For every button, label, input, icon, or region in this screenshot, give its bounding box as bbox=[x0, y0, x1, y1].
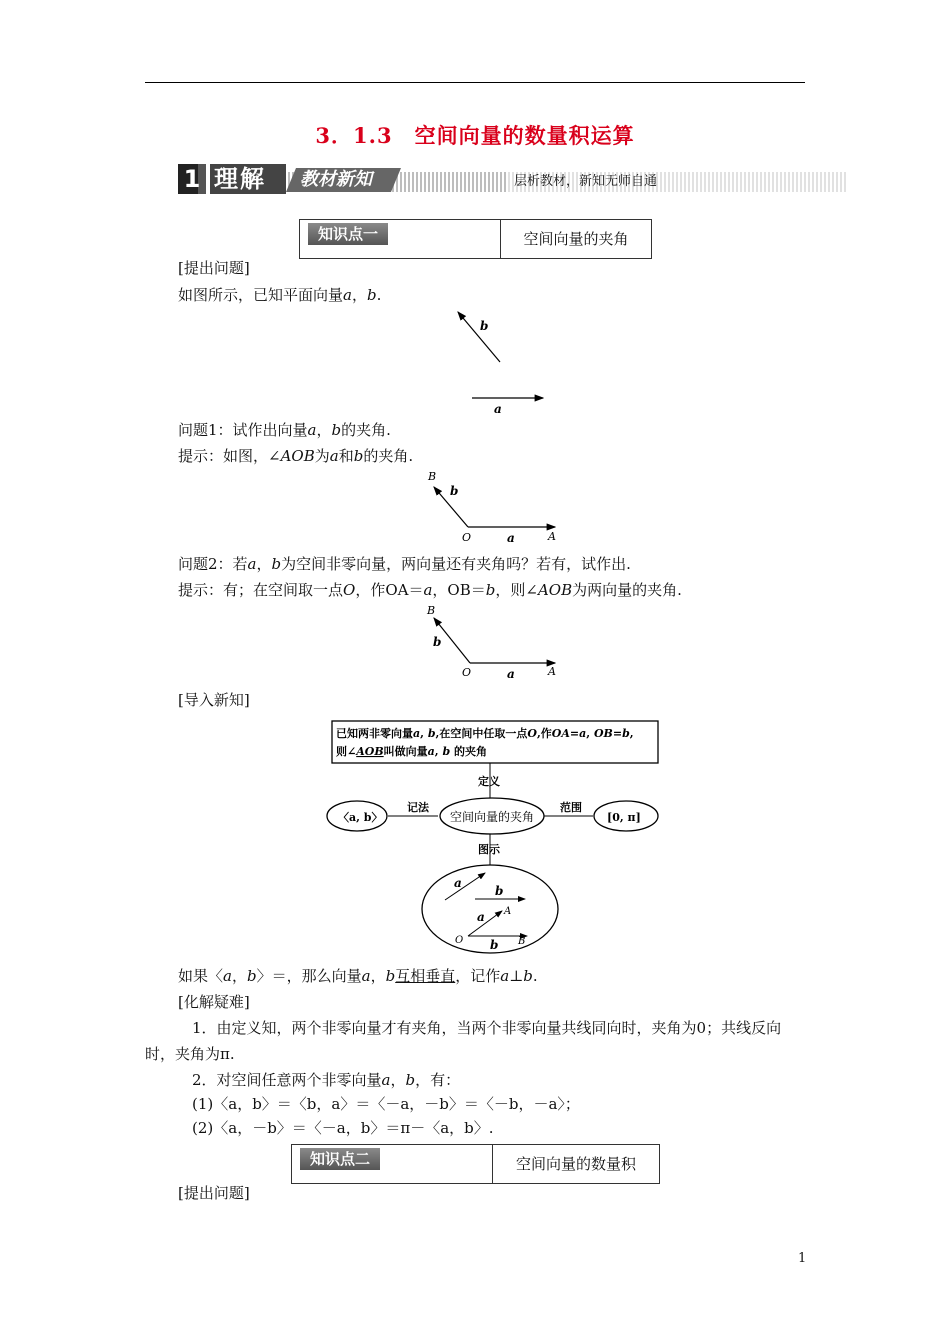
note-2: 2．对空间任意两个非零向量a，b，有： bbox=[192, 1071, 461, 1089]
question-2: 问题2：若a，b为空间非零向量，两向量还有夹角吗？若有，试作出. bbox=[178, 555, 631, 573]
svg-text:a: a bbox=[507, 667, 515, 681]
svg-text:a: a bbox=[454, 876, 462, 890]
knowledge-point-1 bbox=[299, 219, 652, 259]
kp1-name: 空间向量的夹角 bbox=[523, 230, 629, 248]
heading-resolve: [化解疑难] bbox=[178, 993, 250, 1011]
knowledge-point-2 bbox=[291, 1144, 660, 1184]
kp2-tag: 知识点二 bbox=[300, 1148, 380, 1170]
svg-text:b: b bbox=[490, 938, 499, 952]
figure-angle-1 bbox=[420, 465, 570, 545]
hint-1: 提示：如图，∠AOB为a和b的夹角. bbox=[178, 447, 414, 465]
svg-text:A: A bbox=[548, 530, 556, 543]
svg-text:a: a bbox=[507, 531, 515, 545]
figure-angle-2 bbox=[420, 600, 570, 682]
svg-text:a: a bbox=[477, 910, 485, 924]
perpendicular-line: 如果〈a，b〉＝，那么向量a，b互相垂直，记作a⊥b. bbox=[178, 967, 538, 985]
concept-diagram bbox=[320, 715, 665, 960]
note-1b: 时，夹角为π. bbox=[145, 1045, 235, 1063]
diagram-top-label: 定义 bbox=[478, 775, 500, 788]
banner-graphic bbox=[176, 160, 848, 198]
diagram-def-line1: 已知两非零向量a, b,在空间中任取一点O,作OA=a, OB=b, bbox=[336, 727, 634, 740]
banner-slogan: 层析教材，新知无师自通 bbox=[514, 174, 658, 189]
svg-text:b: b bbox=[495, 884, 504, 898]
heading-new-knowledge: [导入新知] bbox=[178, 691, 250, 709]
formula-1: (1)〈a，b〉＝〈b，a〉＝〈－a，－b〉＝〈－b，－a〉； bbox=[192, 1095, 580, 1113]
diagram-center: 空间向量的夹角 bbox=[450, 810, 535, 824]
svg-text:B: B bbox=[518, 936, 526, 947]
svg-text:A: A bbox=[548, 665, 556, 678]
diagram-def-line2: 则∠AOB叫做向量a, b 的夹角 bbox=[336, 745, 487, 758]
banner-word2: 教材新知 bbox=[300, 169, 372, 190]
kp1-tag: 知识点一 bbox=[308, 223, 388, 245]
hint-2: 提示：有；在空间取一点O，作OA＝a，OB＝b，则∠AOB为两向量的夹角. bbox=[178, 581, 682, 599]
diagram-left-label: 记法 bbox=[407, 801, 429, 814]
diagram-right-value: [0, π] bbox=[607, 811, 641, 824]
heading-ask-2: [提出问题] bbox=[178, 1184, 250, 1202]
section-title: 3．1.3 空间向量的数量积运算 bbox=[315, 123, 635, 148]
svg-text:A: A bbox=[504, 906, 512, 917]
diagram-bottom-label: 图示 bbox=[478, 843, 500, 856]
banner-word1: 理解 bbox=[214, 165, 266, 193]
page-number: 1 bbox=[798, 1251, 807, 1266]
diagram-right-label: 范围 bbox=[560, 801, 582, 814]
banner-number: 1 bbox=[183, 165, 201, 193]
svg-text:B: B bbox=[428, 470, 437, 483]
header-rule bbox=[145, 82, 805, 83]
question-1: 问题1：试作出向量a，b的夹角. bbox=[178, 421, 391, 439]
fig1-label-a: a bbox=[494, 402, 502, 416]
svg-text:O: O bbox=[462, 531, 472, 544]
svg-text:O: O bbox=[462, 666, 472, 679]
section-banner bbox=[176, 160, 848, 198]
fig1-label-b: b bbox=[480, 319, 489, 333]
kp2-name: 空间向量的数量积 bbox=[515, 1155, 636, 1173]
svg-text:O: O bbox=[455, 935, 464, 946]
diagram-left-value: 〈a, b〉 bbox=[338, 811, 383, 824]
formula-2: (2)〈a，－b〉＝〈－a，b〉＝π－〈a，b〉. bbox=[192, 1119, 494, 1137]
figure-vectors-a-b bbox=[440, 300, 560, 420]
note-1a: 1．由定义知，两个非零向量才有夹角，当两个非零向量共线同向时，夹角为0；共线反向 bbox=[192, 1019, 782, 1037]
intro-line: 如图所示，已知平面向量a，b. bbox=[178, 286, 382, 304]
svg-text:b: b bbox=[450, 484, 459, 498]
svg-text:b: b bbox=[433, 635, 442, 649]
heading-ask-1: [提出问题] bbox=[178, 259, 250, 277]
svg-text:B: B bbox=[427, 604, 436, 617]
